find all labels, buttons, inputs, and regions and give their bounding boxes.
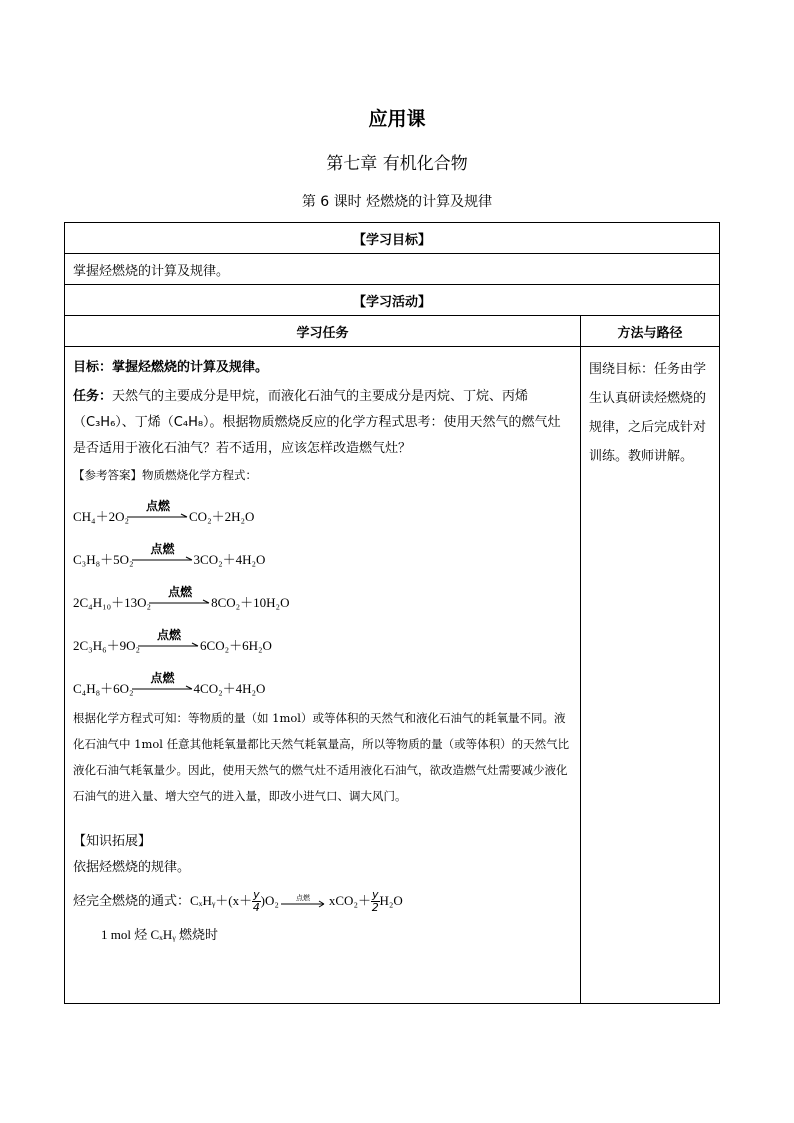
general-formula-left: CₓHᵧ＋(x＋: [190, 893, 253, 908]
answer-intro: 【参考答案】物质燃烧化学方程式：: [73, 468, 257, 482]
equation-arrow: [132, 685, 194, 693]
general-formula-label: 烃完全燃烧的通式：: [73, 894, 191, 909]
task-text: 天然气的主要成分是甲烷，而液化石油气的主要成分是丙烷、丁烷、丙烯（C₃H₆）、丁烯（C₄H₈）。根据物质燃烧反应的化学方程式思考：使用天然气的燃气灶是否适用于液化石油气？若不适用，应该怎样改造燃气灶？: [73, 389, 561, 456]
goal-text: 掌握烃燃烧的计算及规律。: [65, 254, 720, 285]
general-formula-mid: )O₂: [260, 893, 279, 908]
column-header-method: 方法与路径: [581, 316, 720, 347]
page-title: 应用课: [368, 108, 426, 130]
equation-condition: 点燃: [150, 671, 175, 685]
equation-condition: 点燃: [157, 628, 182, 642]
conclusion-paragraph: 根据化学方程式可知：等物质的量（如 1mol）或等体积的天然气和液化石油气的耗氧量不同。液化石油气中 1mol 任意其他耗氧量都比天然气耗氧量高，所以等物质的量（或等体积）的天然气比液化石油气耗氧量少。因此，使用天然气的燃气灶不适用液化石油气，欲改造燃气灶需要减少液化石油气的进入量、增大空气的进入量，即改小进气口、调大风门。: [73, 711, 570, 803]
equation-arrow: [149, 599, 211, 607]
equation-reactants: 2C₃H₆＋9O₂: [73, 638, 141, 653]
reaction-arrow: [279, 893, 329, 911]
objective-line: 目标：掌握烃燃烧的计算及规律。: [73, 360, 269, 375]
equation-arrow: [127, 513, 189, 521]
goal-header: 【学习目标】: [65, 223, 720, 254]
last-line: 1 mol 烃 CₓHᵧ 燃烧时: [101, 927, 219, 942]
equation-condition: 点燃: [168, 585, 193, 599]
equation-reactants: 2C₄H₁₀＋13O₂: [73, 595, 152, 610]
equation-products: 3CO₂＋4H₂O: [193, 552, 266, 567]
equation-reactants: CH₄＋2O₂: [73, 509, 130, 524]
equation-reactants: C₄H₈＋6O₂: [73, 681, 134, 696]
equation-products: 4CO₂＋4H₂O: [193, 681, 266, 696]
equation-reactants: C₃H₈＋5O₂: [73, 552, 134, 567]
column-header-task: 学习任务: [65, 316, 581, 347]
chapter-title: 第七章 有机化合物: [326, 154, 468, 174]
task-cell: [65, 347, 581, 1004]
fraction-y-over-2: $\frac{y}{2}$: [371, 888, 379, 914]
equation-list: [73, 488, 572, 703]
task-label: 任务：: [73, 389, 113, 404]
equation-row: [73, 660, 572, 703]
equation-row: [73, 574, 572, 617]
lesson-table: [64, 222, 720, 1004]
equation-row: [73, 531, 572, 574]
equation-arrow: [132, 556, 194, 564]
equation-condition: 点燃: [150, 542, 175, 556]
extension-header: 【知识拓展】: [73, 834, 152, 849]
general-condition: 点燃: [295, 893, 310, 902]
equation-row: [73, 488, 572, 531]
equation-products: CO₂＋2H₂O: [189, 509, 255, 524]
task-paragraph: [73, 384, 572, 462]
extension-text: 依据烃燃烧的规律。: [73, 860, 191, 875]
equation-products: 6CO₂＋6H₂O: [200, 638, 272, 653]
equation-products: 8CO₂＋10H₂O: [211, 595, 290, 610]
method-cell: 围绕目标：任务由学生认真研读烃燃烧的规律，之后完成针对训练。教师讲解。: [581, 347, 720, 1004]
general-formula-right: xCO₂＋: [328, 893, 371, 908]
general-formula-end: H₂O: [379, 893, 403, 908]
equation-row: [73, 617, 572, 660]
lesson-title: 第 6 课时 烃燃烧的计算及规律: [301, 194, 493, 210]
activity-header: 【学习活动】: [65, 285, 720, 316]
equation-condition: 点燃: [146, 499, 171, 513]
equation-arrow: [138, 642, 200, 650]
fraction-y-over-4: $\frac{y}{4}$: [252, 888, 260, 914]
general-formula: [73, 889, 572, 914]
